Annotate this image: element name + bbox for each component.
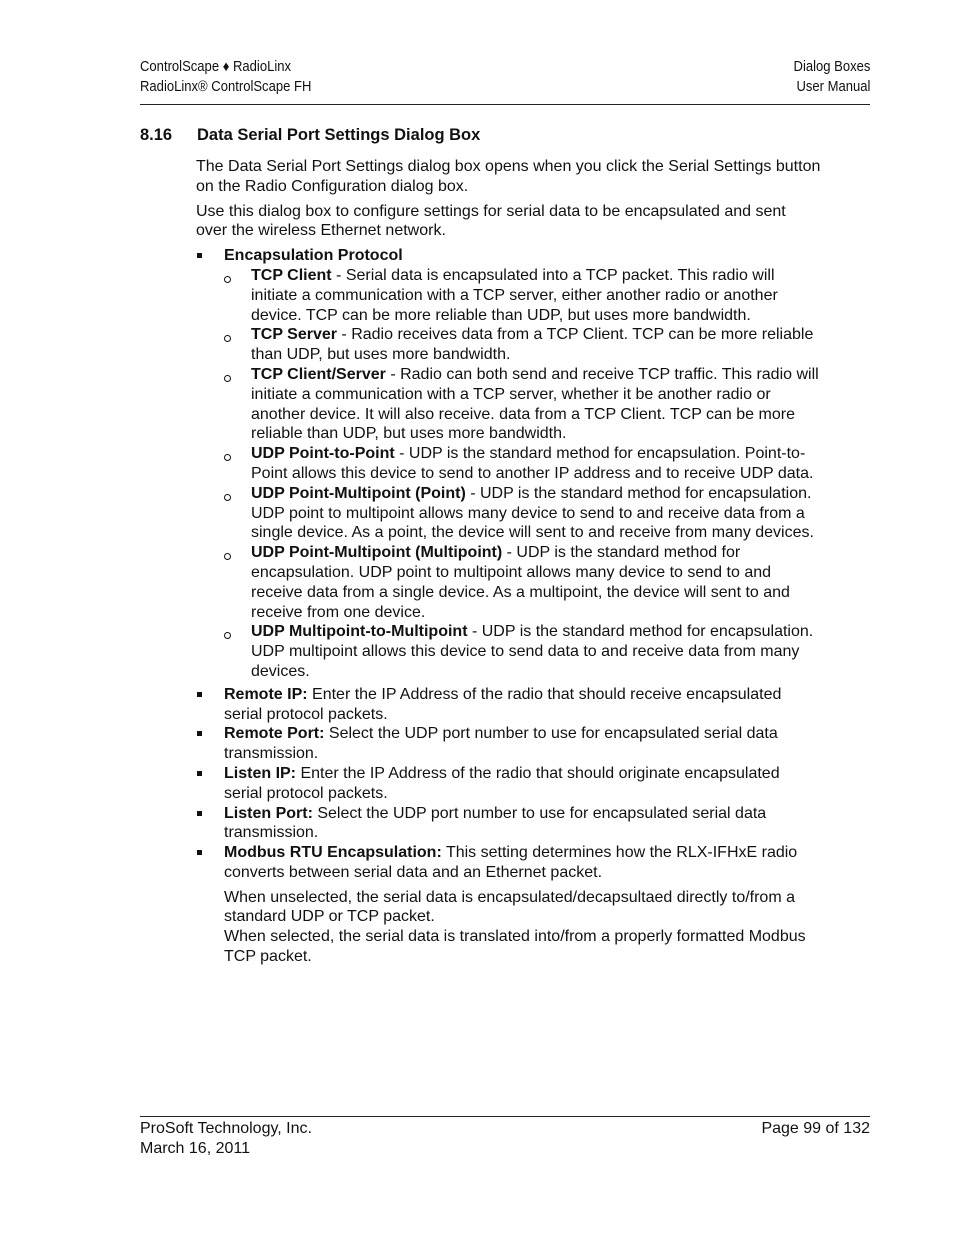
bullet-remote-ip bbox=[196, 685, 821, 725]
intro-paragraph: The Data Serial Port Settings dialog box opens when you click the Serial Settings button on the Radio Configuration dialog box. bbox=[196, 158, 821, 195]
section-body bbox=[196, 157, 821, 967]
section-heading bbox=[140, 126, 480, 145]
bullet-text: Enter the IP Address of the radio that should receive encapsulated serial protocol packets. bbox=[224, 685, 782, 723]
header-doc-type: User Manual bbox=[796, 79, 870, 95]
circle-bullet-icon bbox=[224, 628, 231, 642]
bullet-term: Remote Port: bbox=[224, 725, 325, 743]
header-right bbox=[793, 57, 870, 97]
circle-bullet-icon bbox=[224, 549, 231, 563]
bullet-term: Remote IP: bbox=[224, 685, 308, 703]
bullet-term: Listen Port: bbox=[224, 804, 313, 822]
sub-item-text: - UDP is the standard method for encapsulation. UDP multipoint allows this device to send data to and receive data from many devices. bbox=[251, 623, 814, 680]
bullet-remote-port bbox=[196, 724, 821, 764]
modbus-note-selected: When selected, the serial data is translated into/from a properly formatted Modbus TCP packet. bbox=[224, 928, 806, 966]
bullet-text: Enter the IP Address of the radio that should originate encapsulated serial protocol packets. bbox=[224, 764, 780, 802]
footer-company: ProSoft Technology, Inc. bbox=[140, 1120, 312, 1137]
sub-item-udp-point-multipoint-point bbox=[196, 484, 821, 543]
sub-item-text: - UDP is the standard method for encapsulation. UDP point to multipoint allows many device to send to and receive data from a single device. As a multipoint, the device will sent to and receive from one device. bbox=[251, 544, 790, 621]
sub-item-tcp-client-server bbox=[196, 365, 821, 444]
sub-item-udp-point-to-point bbox=[196, 444, 821, 484]
footer-date: March 16, 2011 bbox=[140, 1140, 250, 1157]
circle-bullet-icon bbox=[224, 490, 231, 504]
bullet-listen-port bbox=[196, 804, 821, 844]
square-bullet-icon bbox=[197, 692, 202, 697]
circle-bullet-icon bbox=[224, 331, 231, 345]
sub-item-text: - Radio receives data from a TCP Client. TCP can be more reliable than UDP, but uses more bandwidth. bbox=[251, 326, 814, 364]
bullet-listen-ip bbox=[196, 764, 821, 804]
sub-item-term: TCP Client bbox=[251, 266, 332, 284]
header-chapter: Dialog Boxes bbox=[793, 59, 870, 75]
circle-bullet-icon bbox=[224, 371, 231, 385]
square-bullet-icon bbox=[197, 731, 202, 736]
square-bullet-icon bbox=[197, 850, 202, 855]
sub-item-tcp-server bbox=[196, 325, 821, 365]
sub-item-term: TCP Client/Server bbox=[251, 365, 386, 383]
section-title: Data Serial Port Settings Dialog Box bbox=[197, 126, 481, 144]
bullet-term: Listen IP: bbox=[224, 764, 297, 782]
footer-divider bbox=[140, 1116, 870, 1117]
modbus-note-unselected: When unselected, the serial data is encapsulated/decapsultaed directly to/from a standard UDP or TCP packet. bbox=[224, 888, 795, 926]
sub-item-tcp-client bbox=[196, 266, 821, 325]
sub-item-text: - UDP is the standard method for encapsulation. Point-to-Point allows this device to send to another IP address and to receive UDP data. bbox=[251, 445, 814, 482]
bullet-term: Modbus RTU Encapsulation: bbox=[224, 844, 442, 862]
bullet-encapsulation-protocol bbox=[196, 246, 821, 266]
sub-item-term: UDP Multipoint-to-Multipoint bbox=[251, 623, 468, 641]
sub-item-text: - Radio can both send and receive TCP traffic. This radio will initiate a communication with a TCP server, whether it be another radio or another device. It will also receive. data from a TCP Client. TCP can be more reliable than UDP, but uses more bandwidth. bbox=[251, 365, 819, 443]
circle-bullet-icon bbox=[224, 450, 231, 464]
header-product-line: ControlScape ♦ RadioLinx bbox=[140, 59, 292, 75]
circle-bullet-icon bbox=[224, 272, 231, 286]
footer-page-number: Page 99 of 132 bbox=[761, 1120, 870, 1137]
section-number: 8.16 bbox=[140, 126, 173, 144]
sub-item-term: UDP Point-Multipoint (Multipoint) bbox=[251, 544, 503, 562]
header-product-subtitle: RadioLinx® ControlScape FH bbox=[140, 79, 312, 95]
sub-item-text: - UDP is the standard method for encapsulation. UDP point to multipoint allows many device to send to and receive data from a single device. As a point, the device will sent to and receive from many devices. bbox=[251, 484, 814, 542]
bullet-text: This setting determines how the RLX-IFHxE radio converts between serial data and an Ethernet packet. bbox=[224, 844, 798, 881]
sub-item-text: - Serial data is encapsulated into a TCP packet. This radio will initiate a communication with a TCP server, either another radio or another device. TCP can be more reliable than UDP, but uses more bandwidth. bbox=[251, 266, 778, 324]
sub-item-udp-multipoint-to-multipoint bbox=[196, 622, 821, 681]
modbus-notes bbox=[196, 888, 821, 967]
bullet-text: Select the UDP port number to use for encapsulated serial data transmission. bbox=[224, 804, 767, 842]
sub-item-udp-point-multipoint-multipoint bbox=[196, 543, 821, 622]
square-bullet-icon bbox=[197, 811, 202, 816]
bullet-modbus-rtu-encapsulation bbox=[196, 843, 821, 883]
sub-item-term: TCP Server bbox=[251, 326, 337, 344]
bullet-text: Select the UDP port number to use for encapsulated serial data transmission. bbox=[224, 725, 778, 763]
sub-item-term: UDP Point-to-Point bbox=[251, 445, 395, 463]
header-left bbox=[140, 57, 311, 97]
square-bullet-icon bbox=[197, 253, 202, 258]
header-divider bbox=[140, 104, 870, 105]
square-bullet-icon bbox=[197, 771, 202, 776]
footer-left bbox=[140, 1119, 312, 1159]
bullet-term: Encapsulation Protocol bbox=[224, 247, 403, 265]
purpose-paragraph: Use this dialog box to configure settings for serial data to be encapsulated and sent over the wireless Ethernet network. bbox=[196, 202, 786, 240]
sub-item-term: UDP Point-Multipoint (Point) bbox=[251, 484, 466, 502]
